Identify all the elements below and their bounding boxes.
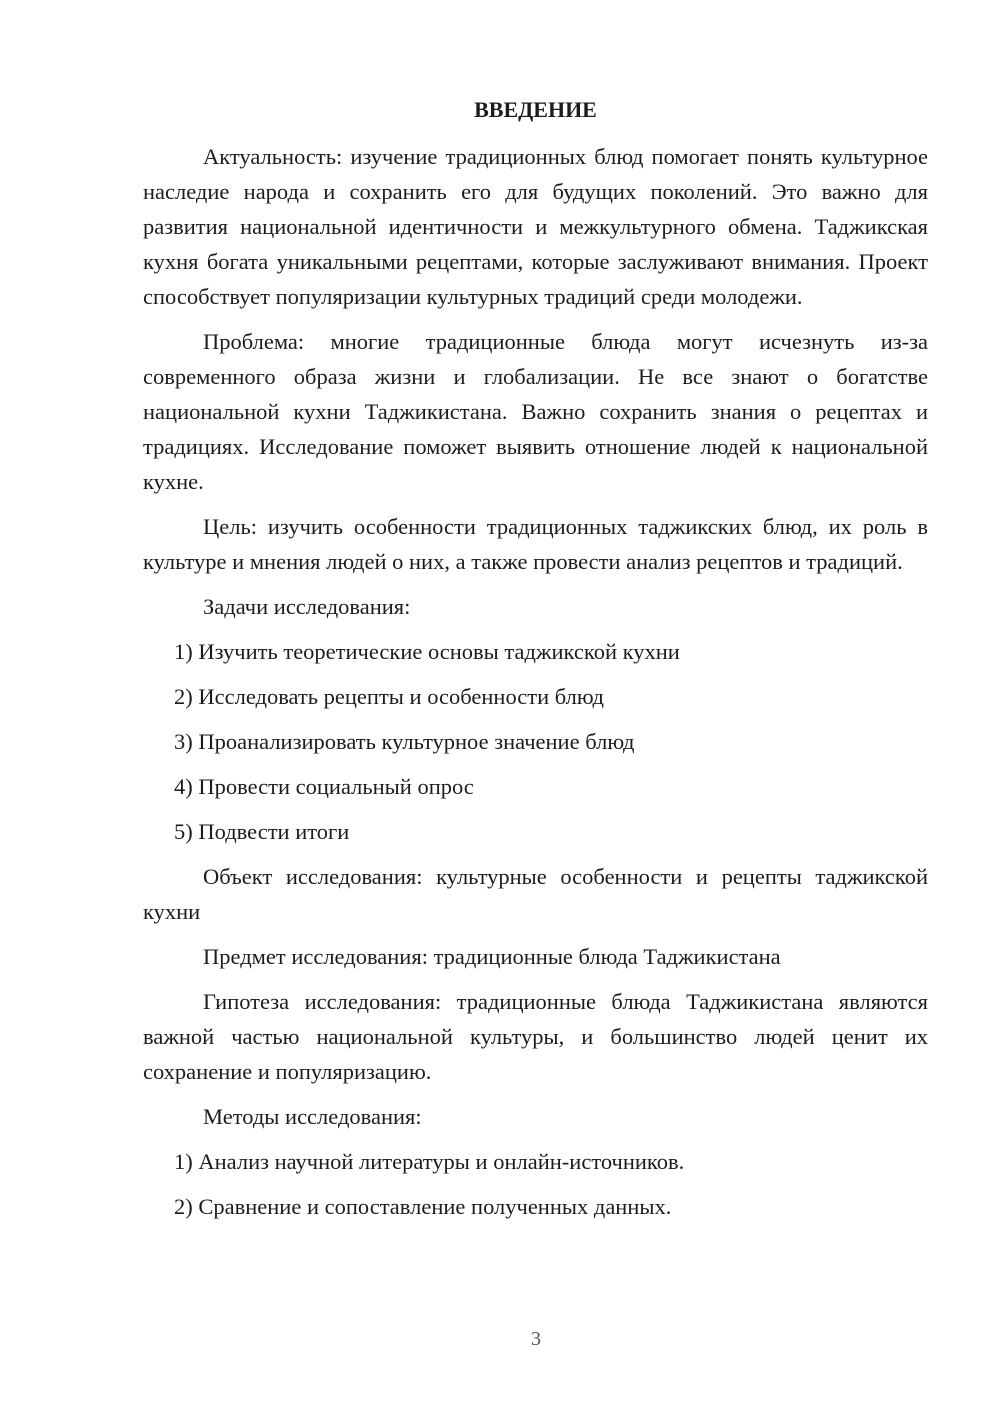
list-item: 1) Анализ научной литературы и онлайн-источников.: [174, 1149, 685, 1174]
methods-heading: Методы исследования:: [203, 1104, 422, 1129]
tasks-heading: Задачи исследования:: [203, 594, 411, 619]
subject-paragraph: Предмет исследования: традиционные блюда Таджикистана: [203, 944, 781, 969]
page-number: 3: [531, 1328, 541, 1350]
list-item: 4) Провести социальный опрос: [174, 774, 474, 799]
list-item: 2) Сравнение и сопоставление полученных данных.: [174, 1194, 672, 1219]
object-paragraph: Объект исследования: культурные особенности и рецепты таджикской кухни: [143, 864, 928, 924]
list-item: 2) Исследовать рецепты и особенности блюд: [174, 684, 604, 709]
list-item: 5) Подвести итоги: [174, 819, 350, 844]
hypothesis-paragraph: Гипотеза исследования: традиционные блюда Таджикистана являются важной частью национальной культуры, и большинство людей ценит их сохранение и популяризацию.: [143, 989, 928, 1084]
list-item: 1) Изучить теоретические основы таджикской кухни: [174, 639, 680, 664]
list-item: 3) Проанализировать культурное значение блюд: [174, 729, 635, 754]
methods-list: [143, 1144, 928, 1224]
tasks-list: [143, 634, 928, 849]
goal-paragraph: Цель: изучить особенности традиционных таджикских блюд, их роль в культуре и мнения людей о них, а также провести анализ рецептов и традиций.: [143, 514, 928, 574]
relevance-paragraph: Актуальность: изучение традиционных блюд помогает понять культурное наследие народа и сохранить его для будущих поколений. Это важно для развития национальной идентичности и межкультурного обмена. Таджикская кухня богата уникальными рецептами, которые заслуживают внимания. Проект способствует популяризации культурных традиций среди молодежи.: [143, 144, 928, 309]
page-title: ВВЕДЕНИЕ: [474, 97, 597, 122]
document-page: [143, 92, 928, 1234]
problem-paragraph: Проблема: многие традиционные блюда могут исчезнуть из-за современного образа жизни и глобализации. Не все знают о богатстве национальной кухни Таджикистана. Важно сохранить знания о рецептах и традициях. Исследование поможет выявить отношение людей к национальной кухне.: [143, 329, 928, 494]
